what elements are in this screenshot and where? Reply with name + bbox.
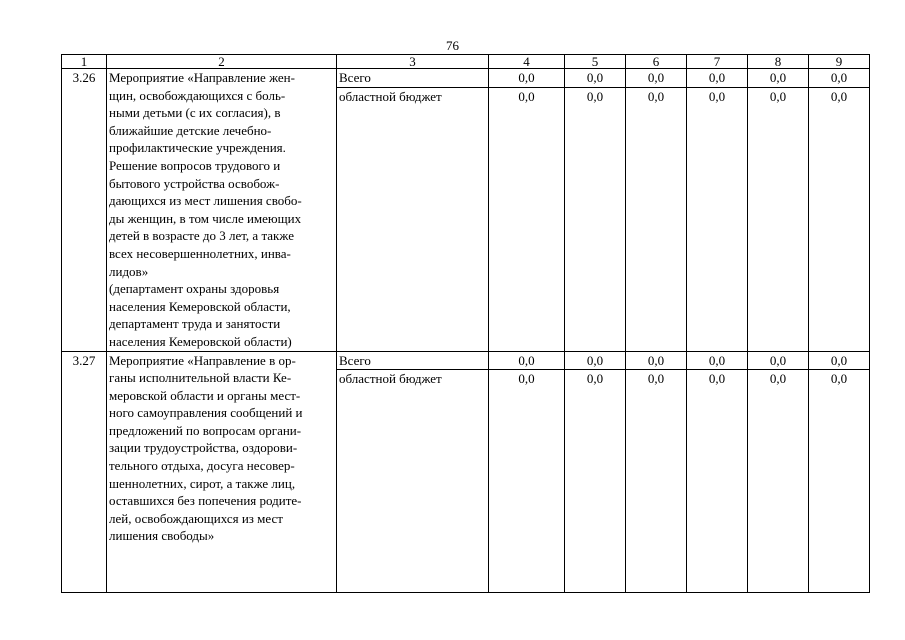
description-line: профилактические учреждения. xyxy=(109,140,286,156)
value-cell: 0,0 xyxy=(565,87,626,351)
value-cell: 0,0 xyxy=(565,370,626,592)
value-cell: 0,0 xyxy=(687,370,748,592)
description-line: бытового устройства освобож- xyxy=(109,175,280,191)
description-line: зации трудоустройства, оздорови- xyxy=(109,440,298,456)
funding-source: Всего xyxy=(337,69,489,88)
description-line: населения Кемеровской области, xyxy=(109,298,291,314)
value-cell: 0,0 xyxy=(748,351,809,370)
value-cell: 0,0 xyxy=(687,351,748,370)
description-line: Мероприятие «Направление в ор- xyxy=(109,352,296,368)
header-cell: 4 xyxy=(489,55,565,69)
measure-description xyxy=(107,351,337,592)
value-cell: 0,0 xyxy=(565,351,626,370)
value-cell: 0,0 xyxy=(809,351,870,370)
value-cell: 0,0 xyxy=(748,370,809,592)
description-line: лишения свободы» xyxy=(109,528,215,544)
header-row xyxy=(62,55,870,69)
measure-description xyxy=(107,69,337,352)
value-cell: 0,0 xyxy=(626,351,687,370)
value-cell: 0,0 xyxy=(626,69,687,88)
description-line: ды женщин, в том числе имеющих xyxy=(109,210,302,226)
description-line: ближайшие детские лечебно- xyxy=(109,122,272,138)
description-line: ганы исполнительной власти Ке- xyxy=(109,370,292,386)
description-line: меровской области и органы мест- xyxy=(109,387,301,403)
table-row xyxy=(62,351,870,370)
value-cell: 0,0 xyxy=(687,87,748,351)
budget-table xyxy=(61,54,870,593)
header-cell: 6 xyxy=(626,55,687,69)
description-line: всех несовершеннолетних, инва- xyxy=(109,245,291,261)
header-cell: 2 xyxy=(107,55,337,69)
value-cell: 0,0 xyxy=(565,69,626,88)
value-cell: 0,0 xyxy=(626,370,687,592)
description-line: дающихся из мест лишения свобо- xyxy=(109,193,302,209)
description-line: щин, освобождающихся с боль- xyxy=(109,87,286,103)
value-cell: 0,0 xyxy=(809,87,870,351)
header-cell: 5 xyxy=(565,55,626,69)
value-cell: 0,0 xyxy=(748,69,809,88)
value-cell: 0,0 xyxy=(809,69,870,88)
value-cell: 0,0 xyxy=(687,69,748,88)
value-cell: 0,0 xyxy=(809,370,870,592)
description-line: населения Кемеровской области) xyxy=(109,333,292,349)
header-cell: 3 xyxy=(337,55,489,69)
funding-source: областной бюджет xyxy=(337,370,489,592)
header-cell: 1 xyxy=(62,55,107,69)
description-line: департамент труда и занятости xyxy=(109,316,281,332)
value-cell: 0,0 xyxy=(489,69,565,88)
description-line: детей в возрасте до 3 лет, а также xyxy=(109,228,294,244)
header-cell: 9 xyxy=(809,55,870,69)
funding-source: областной бюджет xyxy=(337,87,489,351)
description-line: шеннолетних, сирот, а также лиц, xyxy=(109,475,296,491)
header-cell: 8 xyxy=(748,55,809,69)
description-line: Решение вопросов трудового и xyxy=(109,157,281,173)
value-cell: 0,0 xyxy=(489,370,565,592)
description-line: оставшихся без попечения родите- xyxy=(109,493,302,509)
description-line: предложений по вопросам органи- xyxy=(109,422,302,438)
description-line: (департамент охраны здоровья xyxy=(109,281,280,297)
row-number: 3.26 xyxy=(62,69,107,352)
value-cell: 0,0 xyxy=(489,351,565,370)
value-cell: 0,0 xyxy=(748,87,809,351)
page-number: 76 xyxy=(446,38,459,53)
description-line: лидов» xyxy=(109,263,149,279)
funding-source: Всего xyxy=(337,351,489,370)
description-line: ного самоуправления сообщений и xyxy=(109,405,303,421)
description-line: ными детьми (с их согласия), в xyxy=(109,105,281,121)
description-line: лей, освобождающихся из мест xyxy=(109,510,283,526)
header-cell: 7 xyxy=(687,55,748,69)
value-cell: 0,0 xyxy=(626,87,687,351)
description-line: тельного отдыха, досуга несовер- xyxy=(109,458,295,474)
table-row xyxy=(62,69,870,88)
row-number: 3.27 xyxy=(62,351,107,592)
value-cell: 0,0 xyxy=(489,87,565,351)
description-line: Мероприятие «Направление жен- xyxy=(109,70,295,85)
